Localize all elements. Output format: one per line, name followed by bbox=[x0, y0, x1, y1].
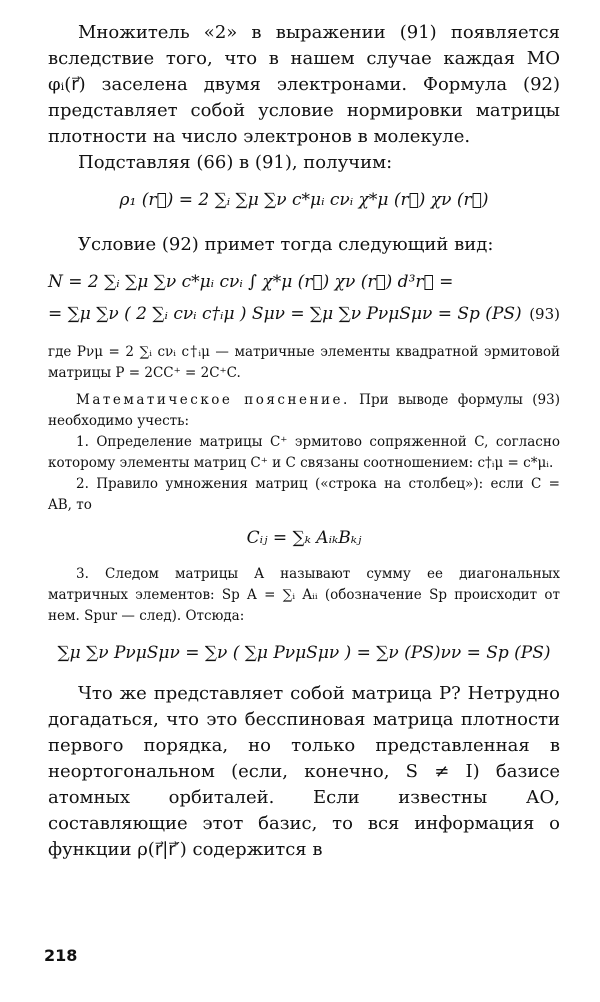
equation-number: (93) bbox=[529, 305, 560, 323]
equation-normalization-body: = ∑μ ∑ν ( 2 ∑ᵢ cνᵢ c†ᵢμ ) Sμν = ∑μ ∑ν PνμSμν = Sp (PS) bbox=[48, 304, 522, 324]
paragraph-multiplier: Множитель «2» в выражении (91) появляется вследствие того, что в нашем случае каждая МО φᵢ(r⃗) заселена двумя электронами. Формула (92) представляет собой условие нормировки матрицы плотности на число электронов в молекуле. bbox=[48, 22, 560, 147]
note-item-2: 2. Правило умножения матриц («строка на столбец»): если C = AB, то bbox=[48, 476, 560, 513]
paragraph-condition: Условие (92) примет тогда следующий вид: bbox=[78, 234, 494, 255]
equation-density: ρ₁ (r⃗) = 2 ∑ᵢ ∑μ ∑ν c*μᵢ cνᵢ χ*μ (r⃗) χν (r⃗) bbox=[119, 190, 489, 210]
note-heading: Математическое пояснение. bbox=[76, 392, 350, 408]
equation-normalization-line1: N = 2 ∑ᵢ ∑μ ∑ν c*μᵢ cνᵢ ∫ χ*μ (r⃗) χν (r⃗) d³r⃗ = bbox=[48, 272, 454, 292]
page-number: 218 bbox=[44, 946, 78, 965]
paragraph-matrix-p: Что же представляет собой матрица P? Нетрудно догадаться, что это бесспиновая матрица плотности первого порядка, но только представленная в неортогональном (если, конечно, S ≠ I) базисе атомных орбиталей. Если известны АО, составляющие этот базис, то вся информация о функции ρ(r⃗|r⃗′) содержится в bbox=[48, 683, 560, 860]
note-item-1: 1. Определение матрицы C⁺ эрмитово сопряженной C, согласно которому элементы матриц C⁺ и C связаны соотношением: c†ᵢμ = c*μᵢ. bbox=[48, 434, 560, 471]
paragraph-substitution: Подставляя (66) в (91), получим: bbox=[78, 152, 393, 173]
equation-matrix-product: Cᵢⱼ = ∑ₖ AᵢₖBₖⱼ bbox=[246, 528, 362, 548]
equation-normalization-line2 bbox=[48, 304, 560, 324]
equation-trace: ∑μ ∑ν PνμSμν = ∑ν ( ∑μ PνμSμν ) = ∑ν (PS)νν = Sp (PS) bbox=[57, 643, 551, 663]
paragraph-matrix-elements: где Pνμ = 2 ∑ᵢ cνᵢ c†ᵢμ — матричные элементы квадратной эрмитовой матрицы P = 2CC⁺ = 2C⁺C. bbox=[48, 344, 560, 381]
note-intro bbox=[48, 390, 560, 432]
note-intro-text: При выводе формулы (93) необходимо учесть: bbox=[48, 392, 560, 429]
note-item-3: 3. Следом матрицы A называют сумму ее диагональных матричных элементов: Sp A = ∑ᵢ Aᵢᵢ (обозначение Sp происходит от нем. Spur — след). Отсюда: bbox=[48, 566, 560, 624]
